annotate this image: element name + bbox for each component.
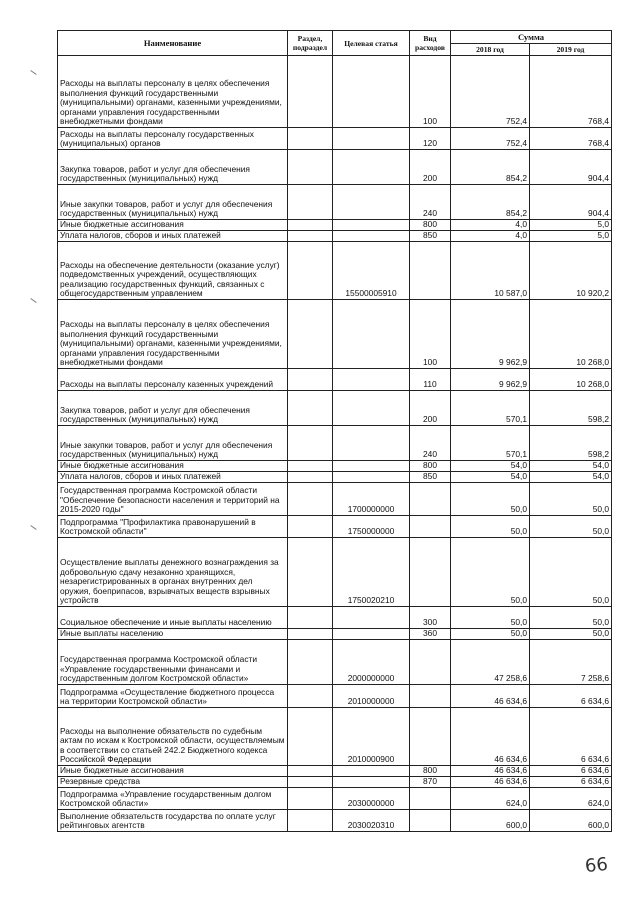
cell-section xyxy=(288,185,333,220)
budget-table xyxy=(57,30,612,832)
cell-section xyxy=(288,128,333,150)
cell-type: 240 xyxy=(410,185,451,220)
cell-name: Расходы на выплаты персоналу в целях обеспечения выполнения функций государственными (муниципальными) органами, казенными учреждениями, органами управления государственными внебюджетными фондами xyxy=(58,56,288,128)
cell-name: Расходы на выплаты персоналу государственных (муниципальных) органов xyxy=(58,128,288,150)
cell-target xyxy=(333,629,410,640)
cell-section xyxy=(288,369,333,391)
cell-type: 800 xyxy=(410,461,451,472)
cell-2019: 768,4 xyxy=(530,56,612,128)
cell-2019: 624,0 xyxy=(530,788,612,810)
cell-2019: 5,0 xyxy=(530,220,612,231)
cell-target: 2030000000 xyxy=(333,788,410,810)
cell-section xyxy=(288,300,333,369)
cell-name: Иные закупки товаров, работ и услуг для обеспечения государственных (муниципальных) нужд xyxy=(58,426,288,461)
cell-section xyxy=(288,788,333,810)
cell-type xyxy=(410,483,451,516)
cell-type: 800 xyxy=(410,220,451,231)
cell-2019: 6 634,6 xyxy=(530,685,612,708)
cell-target xyxy=(333,185,410,220)
cell-section xyxy=(288,472,333,483)
cell-name: Государственная программа Костромской области "Обеспечение безопасности населения и территорий на 2015-2020 годы" xyxy=(58,483,288,516)
header-type: Вид расходов xyxy=(410,31,451,56)
table-row xyxy=(58,150,612,185)
cell-type: 200 xyxy=(410,391,451,426)
cell-type: 800 xyxy=(410,766,451,777)
cell-2018: 54,0 xyxy=(451,472,530,483)
cell-target xyxy=(333,766,410,777)
cell-2018: 50,0 xyxy=(451,538,530,607)
cell-2019: 54,0 xyxy=(530,472,612,483)
cell-type: 870 xyxy=(410,777,451,788)
cell-2018: 9 962,9 xyxy=(451,369,530,391)
cell-2018: 570,1 xyxy=(451,391,530,426)
cell-2018: 46 634,6 xyxy=(451,708,530,766)
cell-type xyxy=(410,516,451,538)
cell-section xyxy=(288,56,333,128)
cell-target xyxy=(333,472,410,483)
table-row xyxy=(58,607,612,629)
cell-type xyxy=(410,640,451,685)
cell-type xyxy=(410,810,451,832)
cell-2019: 50,0 xyxy=(530,629,612,640)
header-year-2019: 2019 год xyxy=(530,44,612,56)
cell-2018: 50,0 xyxy=(451,629,530,640)
cell-name: Закупка товаров, работ и услуг для обеспечения государственных (муниципальных) нужд xyxy=(58,150,288,185)
cell-2019: 50,0 xyxy=(530,516,612,538)
cell-section xyxy=(288,629,333,640)
cell-type: 360 xyxy=(410,629,451,640)
margin-tick xyxy=(30,298,36,303)
cell-name: Осуществление выплаты денежного вознаграждения за добровольную сдачу незаконно хранящихся, незарегистрированных в органах внутренних дел оружия, боеприпасов, взрывчатых веществ взрывных устройств xyxy=(58,538,288,607)
table-row xyxy=(58,56,612,128)
cell-2018: 752,4 xyxy=(451,56,530,128)
budget-table-sheet xyxy=(57,30,611,832)
cell-2018: 47 258,6 xyxy=(451,640,530,685)
cell-2019: 10 268,0 xyxy=(530,300,612,369)
cell-name: Социальное обеспечение и иные выплаты населению xyxy=(58,607,288,629)
cell-type: 120 xyxy=(410,128,451,150)
cell-section xyxy=(288,640,333,685)
cell-2019: 600,0 xyxy=(530,810,612,832)
cell-target xyxy=(333,150,410,185)
cell-target: 2000000000 xyxy=(333,640,410,685)
cell-name: Иные бюджетные ассигнования xyxy=(58,461,288,472)
table-row xyxy=(58,242,612,300)
cell-2019: 6 634,6 xyxy=(530,708,612,766)
cell-section xyxy=(288,426,333,461)
cell-type: 850 xyxy=(410,472,451,483)
header-target: Целевая статья xyxy=(333,31,410,56)
cell-2018: 46 634,6 xyxy=(451,685,530,708)
page-number: 66 xyxy=(583,853,609,878)
table-row xyxy=(58,538,612,607)
cell-type xyxy=(410,788,451,810)
margin-tick xyxy=(30,525,36,530)
cell-name: Выполнение обязательств государства по оплате услуг рейтинговых агентств xyxy=(58,810,288,832)
cell-type: 200 xyxy=(410,150,451,185)
cell-target xyxy=(333,607,410,629)
cell-name: Закупка товаров, работ и услуг для обеспечения государственных (муниципальных) нужд xyxy=(58,391,288,426)
table-row xyxy=(58,426,612,461)
cell-2019: 6 634,6 xyxy=(530,766,612,777)
cell-2018: 50,0 xyxy=(451,483,530,516)
cell-name: Уплата налогов, сборов и иных платежей xyxy=(58,231,288,242)
cell-2018: 54,0 xyxy=(451,461,530,472)
cell-2019: 768,4 xyxy=(530,128,612,150)
cell-2019: 904,4 xyxy=(530,185,612,220)
cell-name: Расходы на выплаты персоналу в целях обеспечения выполнения функций государственными (муниципальными) органами, казенными учреждениями, органами управления государственными внебюджетными фондами xyxy=(58,300,288,369)
cell-target xyxy=(333,777,410,788)
cell-name: Расходы на выплаты персоналу казенных учреждений xyxy=(58,369,288,391)
cell-target: 1750020210 xyxy=(333,538,410,607)
cell-type: 850 xyxy=(410,231,451,242)
cell-target xyxy=(333,128,410,150)
cell-2018: 50,0 xyxy=(451,607,530,629)
cell-name: Государственная программа Костромской области «Управление государственными финансами и государственным долгом Костромской области» xyxy=(58,640,288,685)
margin-tick xyxy=(30,70,36,75)
cell-type xyxy=(410,242,451,300)
table-row xyxy=(58,461,612,472)
cell-section xyxy=(288,483,333,516)
cell-2018: 9 962,9 xyxy=(451,300,530,369)
cell-section xyxy=(288,777,333,788)
cell-name: Резервные средства xyxy=(58,777,288,788)
cell-2018: 854,2 xyxy=(451,185,530,220)
cell-type xyxy=(410,538,451,607)
cell-type: 110 xyxy=(410,369,451,391)
cell-name: Подпрограмма "Профилактика правонарушений в Костромской области" xyxy=(58,516,288,538)
cell-2018: 4,0 xyxy=(451,220,530,231)
cell-section xyxy=(288,708,333,766)
table-row xyxy=(58,369,612,391)
cell-name: Расходы на выполнение обязательств по судебным актам по искам к Костромской области, осуществляемым в соответствии со статьей 242.2 Бюджетного кодекса Российской Федерации xyxy=(58,708,288,766)
cell-type: 100 xyxy=(410,56,451,128)
cell-name: Иные бюджетные ассигнования xyxy=(58,766,288,777)
cell-section xyxy=(288,538,333,607)
cell-target xyxy=(333,369,410,391)
table-row xyxy=(58,685,612,708)
cell-type: 100 xyxy=(410,300,451,369)
table-row xyxy=(58,483,612,516)
cell-type: 240 xyxy=(410,426,451,461)
cell-2019: 10 920,2 xyxy=(530,242,612,300)
table-row xyxy=(58,708,612,766)
cell-2019: 10 268,0 xyxy=(530,369,612,391)
cell-target: 1750000000 xyxy=(333,516,410,538)
table-row xyxy=(58,231,612,242)
cell-2018: 46 634,6 xyxy=(451,777,530,788)
cell-type xyxy=(410,708,451,766)
cell-target: 2010000900 xyxy=(333,708,410,766)
cell-section xyxy=(288,391,333,426)
cell-2019: 50,0 xyxy=(530,483,612,516)
cell-type xyxy=(410,685,451,708)
table-row xyxy=(58,300,612,369)
cell-target xyxy=(333,391,410,426)
cell-section xyxy=(288,810,333,832)
table-row xyxy=(58,640,612,685)
cell-2019: 54,0 xyxy=(530,461,612,472)
cell-name: Расходы на обеспечение деятельности (оказание услуг) подведомственных учреждений, осуществляющих реализацию государственных функций, связанных с общегосударственным управлением xyxy=(58,242,288,300)
cell-name: Уплата налогов, сборов и иных платежей xyxy=(58,472,288,483)
table-row xyxy=(58,810,612,832)
cell-2018: 50,0 xyxy=(451,516,530,538)
table-row xyxy=(58,391,612,426)
cell-2018: 46 634,6 xyxy=(451,766,530,777)
cell-2019: 5,0 xyxy=(530,231,612,242)
cell-section xyxy=(288,242,333,300)
cell-name: Иные бюджетные ассигнования xyxy=(58,220,288,231)
cell-2018: 10 587,0 xyxy=(451,242,530,300)
cell-section xyxy=(288,231,333,242)
table-row xyxy=(58,516,612,538)
cell-section xyxy=(288,607,333,629)
cell-section xyxy=(288,516,333,538)
cell-2018: 854,2 xyxy=(451,150,530,185)
cell-target xyxy=(333,56,410,128)
cell-2019: 50,0 xyxy=(530,607,612,629)
cell-2019: 598,2 xyxy=(530,391,612,426)
cell-name: Подпрограмма «Управление государственным долгом Костромской области» xyxy=(58,788,288,810)
cell-2018: 600,0 xyxy=(451,810,530,832)
table-row xyxy=(58,220,612,231)
cell-2018: 624,0 xyxy=(451,788,530,810)
cell-section xyxy=(288,766,333,777)
cell-section xyxy=(288,150,333,185)
table-row xyxy=(58,185,612,220)
table-row xyxy=(58,777,612,788)
header-section: Раздел, подраздел xyxy=(288,31,333,56)
cell-section xyxy=(288,461,333,472)
cell-2018: 752,4 xyxy=(451,128,530,150)
cell-section xyxy=(288,220,333,231)
cell-target xyxy=(333,220,410,231)
cell-target xyxy=(333,231,410,242)
cell-name: Подпрограмма «Осуществление бюджетного процесса на территории Костромской области» xyxy=(58,685,288,708)
cell-2018: 570,1 xyxy=(451,426,530,461)
cell-2018: 4,0 xyxy=(451,231,530,242)
header-year-2018: 2018 год xyxy=(451,44,530,56)
cell-2019: 904,4 xyxy=(530,150,612,185)
cell-2019: 7 258,6 xyxy=(530,640,612,685)
table-row xyxy=(58,128,612,150)
cell-target xyxy=(333,461,410,472)
cell-2019: 598,2 xyxy=(530,426,612,461)
table-row xyxy=(58,629,612,640)
cell-target xyxy=(333,426,410,461)
cell-2019: 50,0 xyxy=(530,538,612,607)
cell-target: 2030020310 xyxy=(333,810,410,832)
cell-name: Иные закупки товаров, работ и услуг для обеспечения государственных (муниципальных) нужд xyxy=(58,185,288,220)
cell-target: 2010000000 xyxy=(333,685,410,708)
header-sum: Сумма xyxy=(451,31,612,44)
header-name: Наименование xyxy=(58,31,288,56)
cell-2019: 6 634,6 xyxy=(530,777,612,788)
cell-name: Иные выплаты населению xyxy=(58,629,288,640)
table-row xyxy=(58,788,612,810)
cell-target: 15500005910 xyxy=(333,242,410,300)
cell-type: 300 xyxy=(410,607,451,629)
table-row xyxy=(58,766,612,777)
cell-target: 1700000000 xyxy=(333,483,410,516)
cell-section xyxy=(288,685,333,708)
table-row xyxy=(58,472,612,483)
cell-target xyxy=(333,300,410,369)
